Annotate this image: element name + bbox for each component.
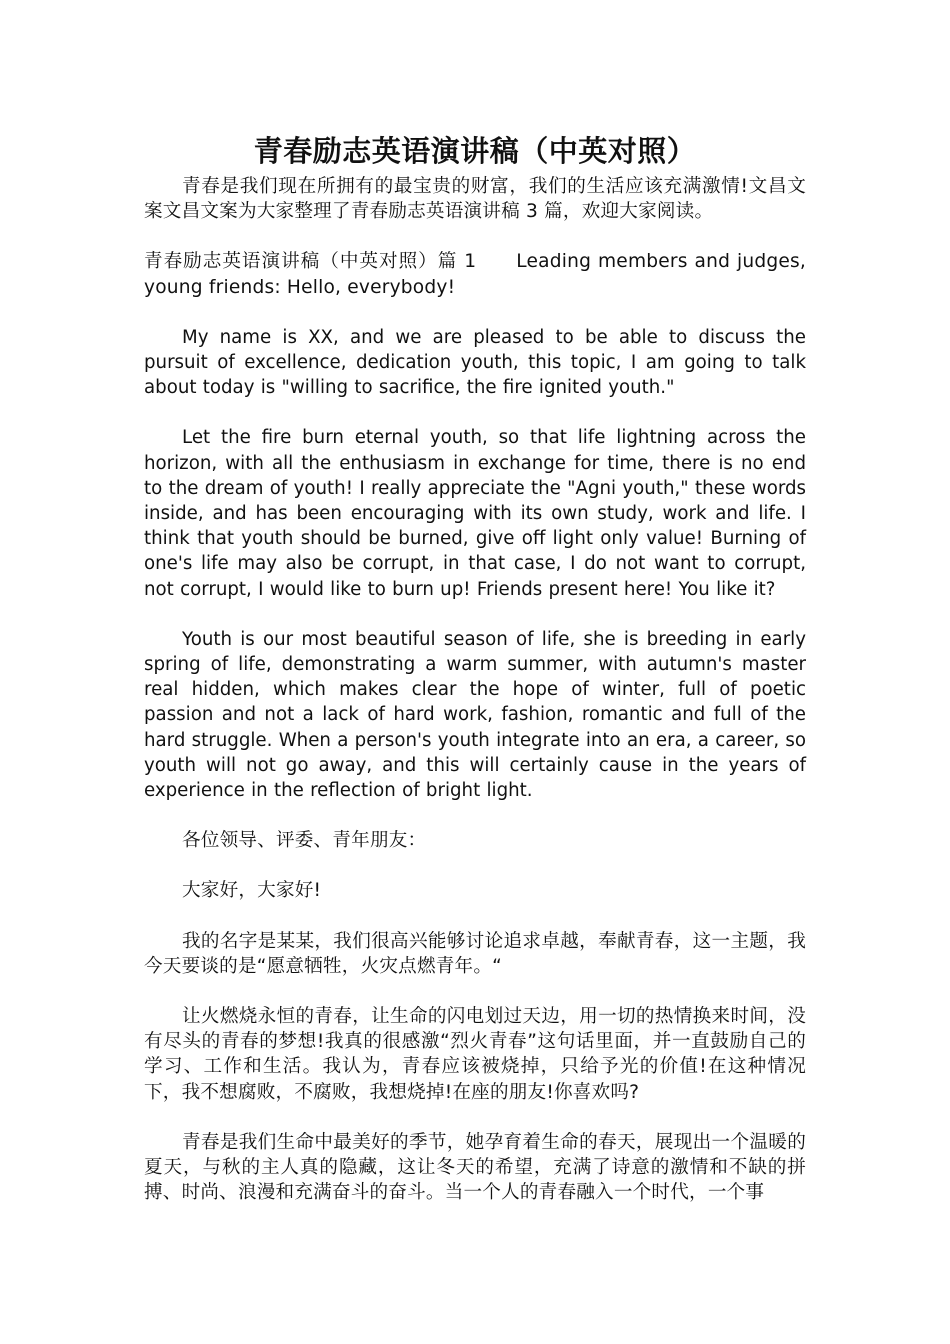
section-heading-paragraph	[144, 249, 806, 299]
intro-paragraph: 青春是我们现在所拥有的最宝贵的财富，我们的生活应该充满激情!文昌文案文昌文案为大家整理了青春励志英语演讲稿 3 篇，欢迎大家阅读。	[144, 176, 806, 223]
en-paragraph: Let the fire burn eternal youth, so that life lightning across the horizon, with all the enthusiasm in exchange for time, there is no end to the dream of youth! I really appreciate the "Agni youth," these words inside, and has been encouraging with its own study, work and life. I think that youth should be burned, give off light only value! Burning of one's life may also be corrupt, in that case, I do not want to corrupt, not corrupt, I would like to burn up! Friends present here! You like it?	[144, 427, 806, 600]
en-paragraph: Youth is our most beautiful season of life, she is breeding in early spring of life, demonstrating a warm summer, with autumn's master real hidden, which makes clear the hope of winter, full of poetic passion and not a lack of hard work, fashion, romantic and full of the hard struggle. When a person's youth integrate into an era, a career, so youth will not go away, and this will certainly cause in the years of experience in the reflection of bright light.	[144, 628, 806, 802]
zh-paragraph: 各位领导、评委、青年朋友：	[182, 830, 427, 852]
zh-paragraph: 让火燃烧永恒的青春，让生命的闪电划过天边，用一切的热情换来时间，没有尽头的青春的梦想!我真的很感激“烈火青春”这句话里面，并一直鼓励自己的学习、工作和生活。我认为，青春应该被烧掉，只给予光的价值!在这种情况下，我不想腐败，不腐败，我想烧掉!在座的朋友!你喜欢吗?	[144, 1006, 806, 1103]
en-paragraph: My name is XX, and we are pleased to be able to discuss the pursuit of excellence, dedication youth, this topic, I am going to talk about today is "willing to sacrifice, the fire ignited youth."	[144, 326, 806, 399]
section-greeting: Leading members and judges, young friends: Hello, everybody!	[144, 251, 806, 298]
document-title: 青春励志英语演讲稿（中英对照）	[253, 134, 697, 168]
document-body	[144, 128, 806, 1231]
section-heading: 青春励志英语演讲稿（中英对照）篇 1	[144, 251, 477, 273]
zh-paragraph: 青春是我们生命中最美好的季节，她孕育着生命的春天，展现出一个温暖的夏天，与秋的主人真的隐藏，这让冬天的希望，充满了诗意的激情和不缺的拼搏、时尚、浪漫和充满奋斗的奋斗。当一个人的青春融入一个时代，一个事	[144, 1131, 806, 1204]
zh-paragraph: 我的名字是某某，我们很高兴能够讨论追求卓越，奉献青春，这一主题，我今天要谈的是“愿意牺牲，火灾点燃青年。“	[144, 930, 806, 977]
zh-paragraph: 大家好，大家好!	[182, 880, 322, 902]
